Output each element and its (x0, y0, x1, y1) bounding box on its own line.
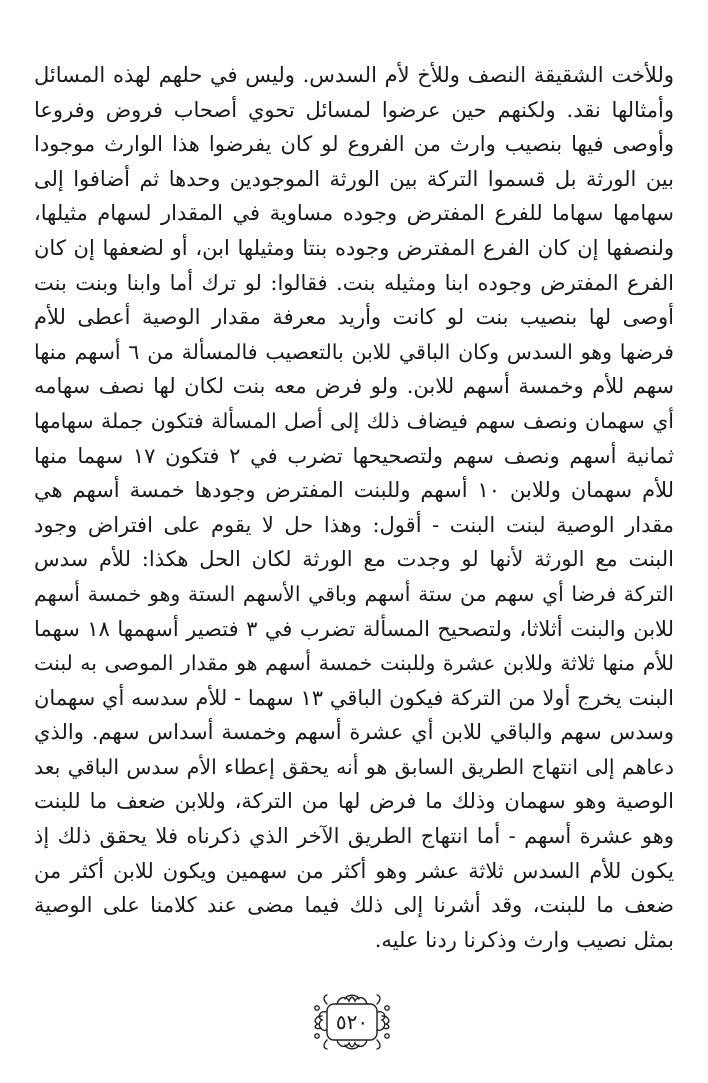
text-line: سهم للأم وخمسة أسهم للابن. ولو فرض معه بنت لكان لها نصف سهامه (34, 374, 674, 399)
text-line: ثمانية أسهم ونصف سهم ولتصحيحها تضرب في ٢ فتكون ١٧ سهما منها (34, 443, 674, 468)
text-line: للابن والبنت أثلاثا، ولتصحيح المسألة تضرب في ٣ فتصير أسهمها ١٨ سهما (34, 616, 674, 641)
text-line: بين الورثة بل قسموا التركة بين الورثة الموجودين وحدها ثم أضافوا إلى (34, 166, 674, 191)
text-line: ضعف ما للبنت، وقد أشرنا إلى ذلك فيما مضى عند كلامنا على الوصية (34, 893, 674, 918)
body-text (34, 58, 674, 957)
text-line: أوصى لها بنصيب بنت لو كانت وأريد معرفة مقدار الوصية أعطى للأم (34, 305, 674, 330)
text-line: للأم سهمان وللابن ١٠ أسهم وللبنت المفترض وجودها خمسة أسهم هي (34, 478, 674, 503)
text-line: وسدس سهم والباقي للابن أي عشرة أسهم وخمسة أسداس سهم. والذي (34, 720, 674, 745)
text-line: الفرع المفترض وجوده ابنا ومثيله بنت. فقالوا: لو ترك أما وابنا وبنت بنت (34, 270, 674, 295)
text-line: وهو عشرة أسهم - أما انتهاج الطريق الآخر الذي ذكرناه فلا يحقق ذلك إذ (34, 824, 674, 849)
text-line: وللأخت الشقيقة النصف وللأخ لأم السدس. وليس في حلهم لهذه المسائل (34, 63, 674, 87)
page-number: ٥٢٠ (335, 1010, 369, 1034)
text-line: وأمثالها نقد. ولكنهم حين عرضوا لمسائل تحوي أصحاب فروض وفروعا (34, 97, 674, 122)
text-line: البنت يخرج أولا من التركة فيكون الباقي ١٣ سهما - للأم سدسه أي سهمان (34, 685, 675, 710)
text-line: سهامها سهاما للفرع المفترض وجوده مساوية في المقدار لسهام مثيلها، (34, 201, 674, 226)
text-line: التركة فرضا أي سهم من ستة أسهم وباقي الأسهم الستة وهو خمسة أسهم (34, 581, 674, 606)
text-line: فرضها وهو السدس وكان الباقي للابن بالتعصيب فالمسألة من ٦ أسهم منها (34, 339, 674, 364)
text-line: دعاهم إلى انتهاج الطريق السابق هو أنه يحقق إعطاء الأم سدس الباقي بعد (34, 754, 674, 779)
text-line: بمثل نصيب وارث وذكرنا ردنا عليه. (374, 927, 674, 952)
text-line: مقدار الوصية لبنت البنت - أقول: وهذا حل لا يقوم على افتراض وجود (34, 512, 674, 537)
text-line: أي سهمان ونصف سهم فيضاف ذلك إلى أصل المسألة فتكون جملة سهامها (34, 408, 674, 433)
text-line: وأوصى فيها بنصيب وارث من الفروع لو كان يفرضوا هذا الوارث موجودا (34, 132, 674, 157)
text-line: للأم منها ثلاثة وللابن عشرة وللبنت خمسة أسهم هو مقدار الموصى به لبنت (34, 651, 674, 676)
text-line: الوصية وهو سهمان وذلك ما فرض لها من التركة، وللابن ضعف ما للبنت (34, 789, 674, 814)
page-number-ornament (309, 990, 395, 1054)
text-line: يكون للأم السدس ثلاثة عشر وهو أكثر من سهمين ويكون للابن أكثر من (34, 858, 674, 883)
text-line: البنت مع الورثة لأنها لو وجدت مع الورثة لكان الحل هكذا: للأم سدس (34, 547, 674, 572)
text-line: ولنصفها إن كان الفرع المفترض وجوده بنتا ومثيلها ابن، أو لضعفها إن كان (34, 235, 674, 260)
